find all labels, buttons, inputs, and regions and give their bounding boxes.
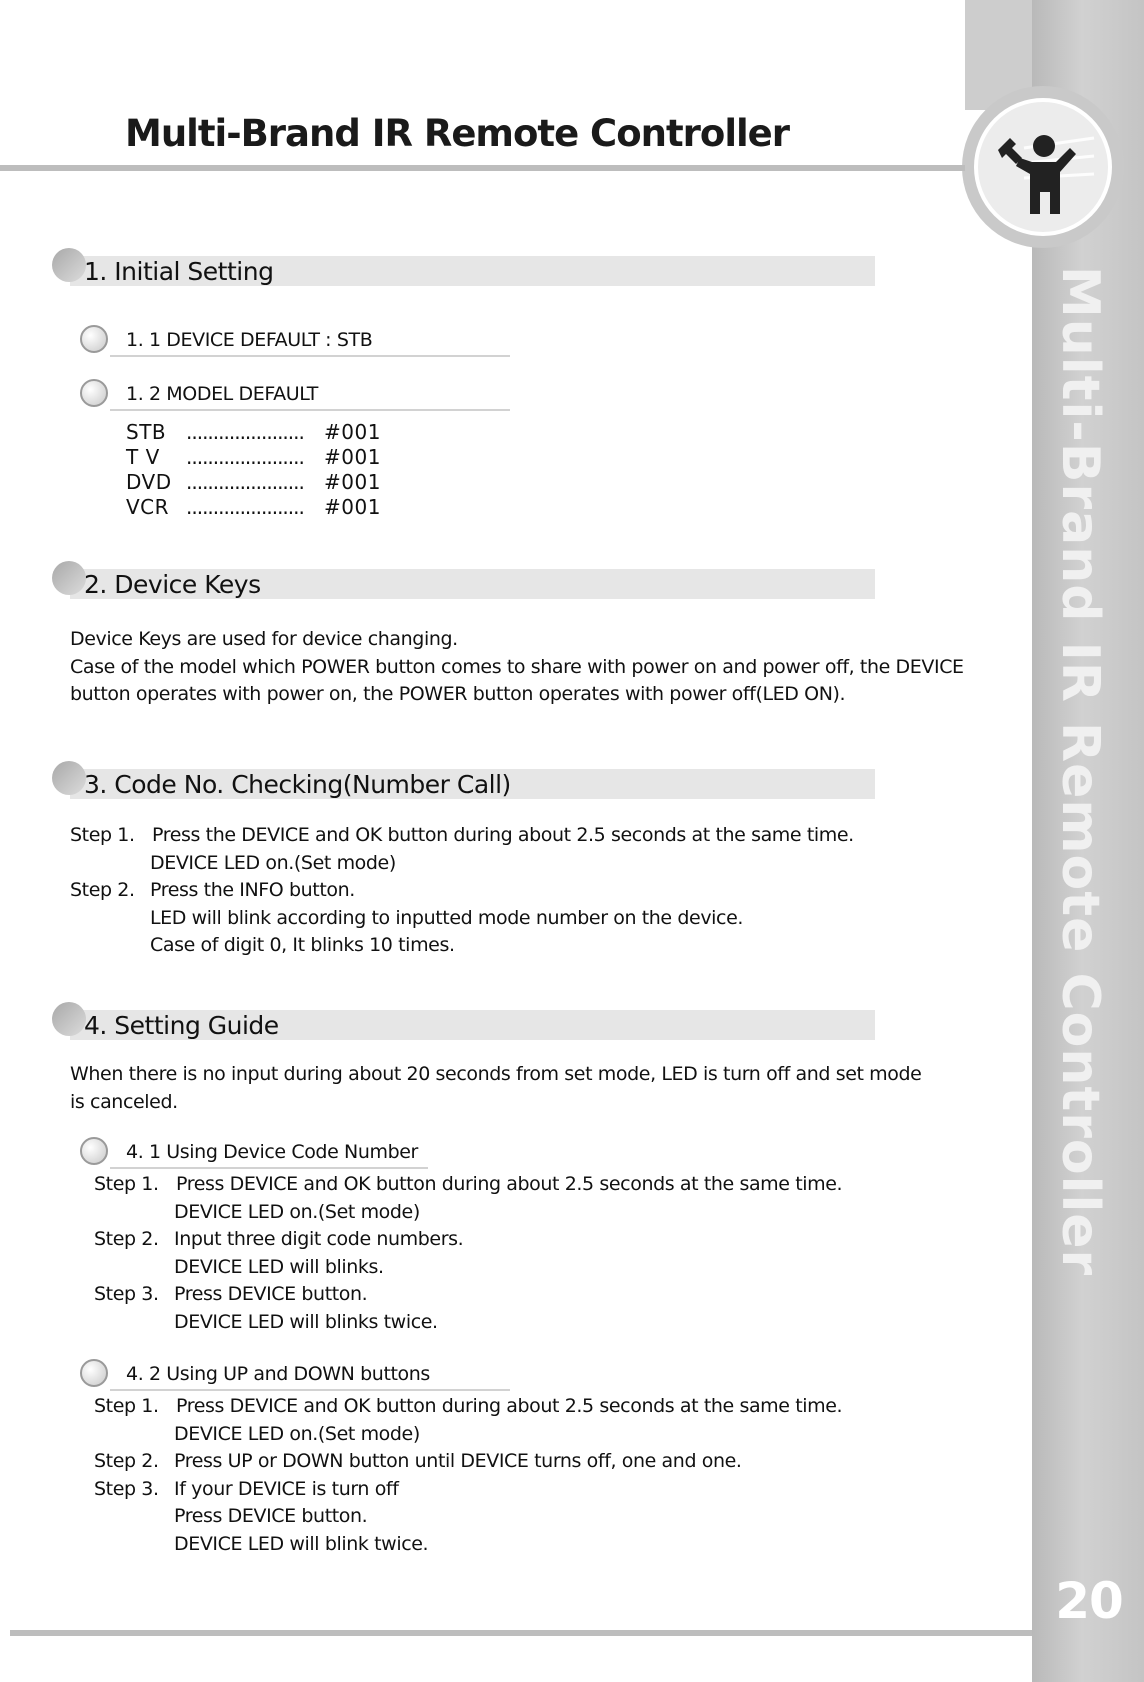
default-row-dvd [126,470,381,495]
step-text: Press the DEVICE and OK button during about 2.5 seconds at the same time. [152,824,854,846]
subhead-device-code-number [80,1137,430,1167]
step-label: Step 1. [70,824,135,846]
default-row-tv [126,445,381,470]
title-rule [0,165,965,171]
step-label: Step 2. [94,1228,159,1250]
device-name: T V [126,445,160,469]
subhead-rule [110,355,510,357]
step-row [94,1171,974,1199]
paragraph-line: button operates with power on, the POWER button operates with power off(LED ON). [70,683,846,705]
step-row [94,1254,974,1282]
step-text: Input three digit code numbers. [174,1228,464,1250]
section-dot-icon [52,248,86,282]
step-text: Press UP or DOWN button until DEVICE turns off, one and one. [174,1450,742,1472]
step-row [70,877,970,905]
step-row [94,1393,974,1421]
step-row [70,905,970,933]
subhead-rule [110,1167,428,1169]
device-code: #001 [324,495,381,519]
step-label: Step 3. [94,1477,159,1500]
subhead-label: 1. 2 MODEL DEFAULT [126,383,319,405]
device-code: #001 [324,470,381,494]
step-row [70,822,970,850]
step-row [70,850,970,878]
subhead-device-default [80,325,510,355]
step-row [94,1531,974,1559]
step-text: Press DEVICE button. [174,1505,368,1527]
section-title: 2. Device Keys [84,570,261,599]
bullet-icon [80,1359,108,1387]
subhead-up-down-buttons [80,1359,510,1389]
subhead-rule [110,1389,510,1391]
step-text: Case of digit 0, It blinks 10 times. [150,934,455,956]
step-row [94,1199,974,1227]
step-text: DEVICE LED on.(Set mode) [174,1422,420,1445]
paragraph-line: When there is no input during about 20 seconds from set mode, LED is turn off and set mode [70,1063,922,1085]
paragraph-line: Case of the model which POWER button comes to share with power on and power off, the DEVICE [70,655,964,678]
subhead-label: 4. 1 Using Device Code Number [126,1141,418,1163]
leader-dots: ...................... [186,495,304,519]
leader-dots: ...................... [186,470,304,494]
step-label: Step 2. [94,1450,159,1472]
step-label: Step 2. [70,879,135,901]
step-row [94,1421,974,1449]
step-row [94,1503,974,1531]
step-text: Press DEVICE button. [174,1283,368,1305]
section-dot-icon [52,1002,86,1036]
subhead-rule [110,409,510,411]
bullet-icon [80,325,108,353]
step-text: DEVICE LED on.(Set mode) [174,1200,420,1223]
step-text: DEVICE LED will blinks. [174,1255,384,1278]
step-row [94,1448,974,1476]
step-row [94,1226,974,1254]
page-number: 20 [1055,1572,1123,1630]
device-code: #001 [324,420,381,444]
device-code: #001 [324,445,381,469]
subhead-model-default [80,379,510,409]
page-title: Multi-Brand IR Remote Controller [125,112,790,155]
step-text: Press DEVICE and OK button during about 2.5 seconds at the same time. [176,1173,843,1195]
section-title: 1. Initial Setting [84,257,274,286]
device-code-steps [94,1171,974,1336]
step-row [94,1476,974,1504]
section-code-checking [52,761,875,799]
step-row [94,1309,974,1337]
step-label: Step 1. [94,1173,159,1195]
device-name: STB [126,420,167,444]
step-text: DEVICE LED will blinks twice. [174,1310,438,1333]
step-text: Press the INFO button. [150,879,355,901]
section-title: 4. Setting Guide [84,1011,279,1040]
subhead-label: 4. 2 Using UP and DOWN buttons [126,1363,430,1385]
model-default-list [126,420,381,520]
code-checking-steps [70,822,970,960]
section-dot-icon [52,561,86,595]
step-label: Step 3. [94,1283,159,1305]
subhead-label: 1. 1 DEVICE DEFAULT : STB [126,329,373,351]
repair-person-wrench-icon [984,118,1102,218]
step-label: Step 1. [94,1395,159,1417]
section-initial-setting [52,248,875,286]
leader-dots: ...................... [186,420,304,444]
step-text: If your DEVICE is turn off [174,1477,399,1500]
device-name: DVD [126,470,172,494]
paragraph-line: Device Keys are used for device changing. [70,628,458,650]
section-device-keys [52,561,875,599]
section-setting-guide [52,1002,875,1040]
step-row [70,932,970,960]
setting-guide-text [70,1061,990,1116]
device-name: VCR [126,495,170,519]
step-text: DEVICE LED will blink twice. [174,1532,429,1555]
bottom-rule [10,1630,1032,1636]
step-text: LED will blink according to inputted mode number on the device. [150,906,744,929]
step-text: Press DEVICE and OK button during about 2.5 seconds at the same time. [176,1395,843,1417]
side-title: Multi-Brand IR Remote Controller [1050,266,1110,1277]
up-down-steps [94,1393,974,1558]
bullet-icon [80,1137,108,1165]
section-title: 3. Code No. Checking(Number Call) [84,770,511,799]
section-dot-icon [52,761,86,795]
paragraph-line: is canceled. [70,1090,178,1113]
bullet-icon [80,379,108,407]
device-keys-text [70,626,990,709]
step-row [94,1281,974,1309]
leader-dots: ...................... [186,445,304,469]
default-row-stb [126,420,381,445]
step-text: DEVICE LED on.(Set mode) [150,851,396,874]
default-row-vcr [126,495,381,520]
